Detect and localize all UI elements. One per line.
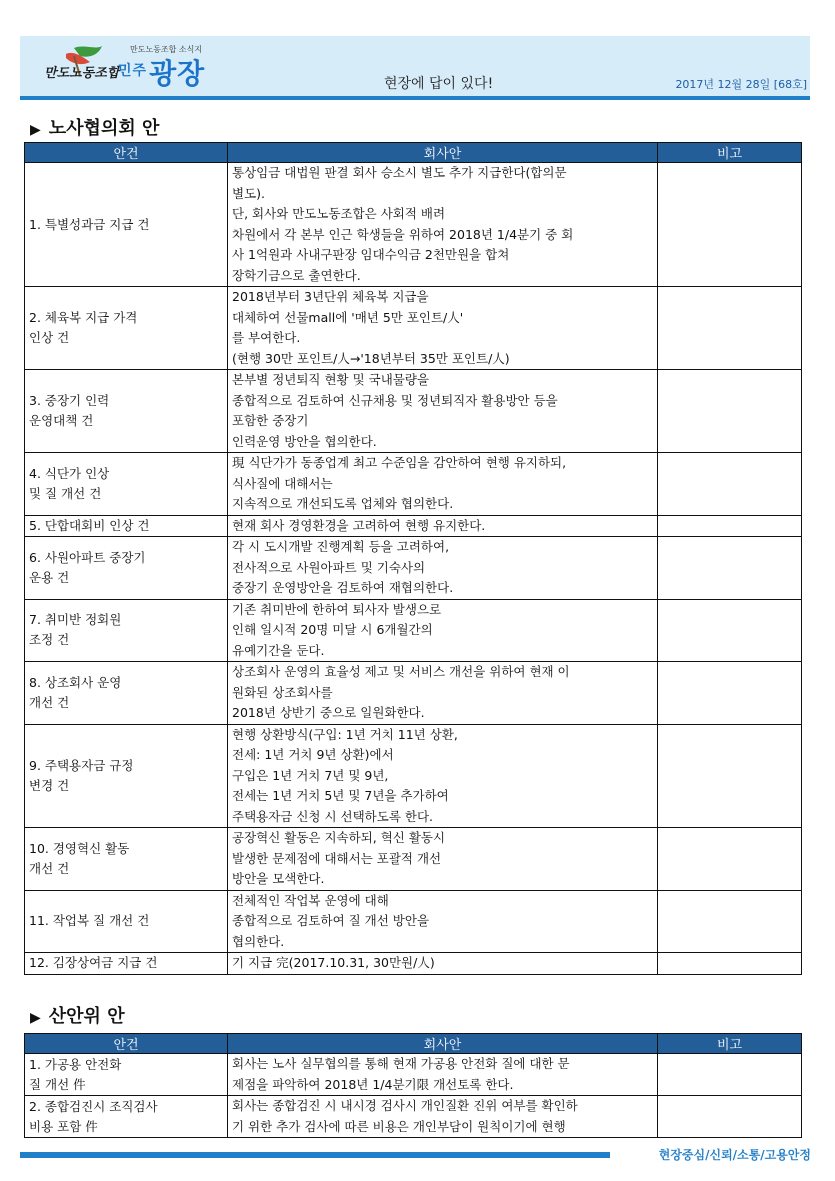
table-row [25,828,802,891]
proposal-line: 전세는 1년 거치 5년 및 7년을 추가하여 [232,788,449,803]
header-remarks: 비고 [658,143,802,163]
proposal-line: 인력운영 방안을 협의한다. [232,433,377,449]
table-row [25,515,802,537]
proposal-cell [228,828,658,891]
table-header-row [25,1034,802,1054]
proposal-line: (현행 30만 포인트/人→'18년부터 35만 포인트/人) [232,350,510,366]
proposal-line: 전사적으로 사원아파트 및 기숙사의 [232,559,426,575]
proposal-line: 인해 일시적 20명 미달 시 6개월간의 [232,622,433,637]
proposal-line: 지속적으로 개선되도록 업체와 협의한다. [232,496,454,511]
proposal-cell [228,599,658,662]
table-row [25,453,802,516]
remarks-cell [658,453,802,516]
proposal-line: 식사질에 대해서는 [232,475,333,491]
proposal-line: 현행 상환방식(구입: 1년 거치 11년 상환, [232,726,458,742]
proposal-cell [228,370,658,453]
table-row [25,953,802,975]
header-company-proposal: 회사안 [228,1034,658,1054]
proposal-cell [228,953,658,975]
remarks-cell [658,1096,802,1138]
proposal-line: 기 위한 추가 검사에 따른 비용은 개인부담이 원칙이기에 현행 [232,1118,566,1134]
proposal-line: 중장기 운영방안을 검토하여 재협의한다. [232,580,454,595]
proposal-cell [228,515,658,537]
publication-subtitle: 만도노동조합 소식지 [130,45,203,54]
triangle-bullet-icon: ▶ [30,122,41,138]
remarks-cell [658,537,802,600]
proposal-cell [228,1054,658,1096]
agenda-cell: 1. 특별성과금 지급 건 [25,163,228,287]
publication-name [118,52,205,92]
proposal-line: 제점을 파악하여 2018년 1/4분기限 개선토록 한다. [232,1076,514,1092]
slogan: 현장에 답이 있다! [384,76,494,92]
proposal-cell [228,662,658,725]
remarks-cell [658,1054,802,1096]
masthead-rule [20,96,810,100]
proposal-cell [228,163,658,287]
proposal-line: 각 시 도시개발 진행계획 등을 고려하여, [232,539,450,554]
agenda-cell: 5. 단합대회비 인상 건 [25,515,228,537]
proposal-line: 포함한 중장기 [232,413,309,428]
table-row [25,1096,802,1138]
agenda-cell: 8. 상조회사 운영 개선 건 [25,662,228,725]
table-row [25,662,802,725]
proposal-line: 단, 회사와 만도노동조합은 사회적 배려 [232,206,446,221]
proposal-line: 전세: 1년 거치 9년 상환)에서 [232,747,394,762]
agenda-cell: 3. 중장기 인력 운영대책 건 [25,370,228,453]
proposal-line: 원화된 상조회사를 [232,684,333,700]
proposal-line: 방안을 모색한다. [232,871,325,886]
proposal-line: 회사는 노사 실무협의를 통해 현재 가공용 안전화 질에 대한 문 [232,1056,570,1071]
proposal-line: 종합적으로 검토하여 신규채용 및 정년퇴직자 활용방안 등을 [232,392,558,408]
table-row [25,537,802,600]
remarks-cell [658,287,802,370]
table-header-row [25,143,802,163]
proposal-line: 본부별 정년퇴직 현황 및 국내물량을 [232,372,430,387]
table-row [25,370,802,453]
table-row [25,163,802,287]
proposal-line: 유예기간을 둔다. [232,642,325,658]
agenda-cell: 11. 작업복 질 개선 건 [25,890,228,953]
section-title: ▶ 노사협의회 안 [30,118,160,139]
publication-prefix: 민주 [118,63,148,79]
agenda-cell: 6. 사원아파트 중장기 운용 건 [25,537,228,600]
agenda-cell: 12. 김장상여금 지급 건 [25,953,228,975]
proposal-cell [228,724,658,828]
agenda-cell: 7. 취미반 정회원 조정 건 [25,599,228,662]
union-logo-text: 만도노동조합 [44,66,120,81]
proposal-cell [228,453,658,516]
remarks-cell [658,890,802,953]
proposal-line: 통상임금 대법원 판결 회사 승소시 별도 추가 지급한다(합의문 [232,165,567,180]
table-row [25,724,802,828]
remarks-cell [658,515,802,537]
publication-title: 광장 [149,57,206,90]
remarks-cell [658,370,802,453]
proposal-cell [228,890,658,953]
header-agenda: 안건 [25,143,228,163]
header-agenda: 안건 [25,1034,228,1054]
proposal-line: 발생한 문제점에 대해서는 포괄적 개선 [232,850,442,866]
agenda-cell: 2. 종합검진시 조직검사 비용 포함 件 [25,1096,228,1138]
proposal-line: 종합적으로 검토하여 질 개선 방안을 [232,913,430,928]
issue-date: 2017년 12월 28일 [68호] [675,78,807,91]
proposal-line: 를 부여한다. [232,330,301,345]
proposal-line: 現 식단가가 동종업계 최고 수준임을 감안하여 현행 유지하되, [232,455,567,470]
proposal-line: 2018년 상반기 중으로 일원화한다. [232,705,425,720]
table-row [25,1054,802,1096]
agenda-cell: 4. 식단가 인상 및 질 개선 건 [25,453,228,516]
section-title: ▶ 산안위 안 [30,1006,125,1027]
proposal-line: 구입은 1년 거치 7년 및 9년, [232,767,389,783]
table-row [25,890,802,953]
triangle-bullet-icon: ▶ [30,1010,41,1026]
proposal-line: 2018년부터 3년단위 체육복 지급을 [232,289,429,304]
footer-motto: 현장중심/신뢰/소통/고용안정 [658,1148,811,1162]
proposal-line: 기 지급 完(2017.10.31, 30만원/人) [232,955,435,970]
header-company-proposal: 회사안 [228,143,658,163]
proposal-line: 대체하여 선물mall에 '매년 5만 포인트/人' [232,309,464,325]
remarks-cell [658,163,802,287]
header-remarks: 비고 [658,1034,802,1054]
proposal-line: 협의한다. [232,933,285,949]
proposal-cell [228,287,658,370]
remarks-cell [658,599,802,662]
proposal-line: 공장혁신 활동은 지속하되, 혁신 활동시 [232,830,446,845]
remarks-cell [658,662,802,725]
table-row [25,287,802,370]
proposal-line: 상조회사 운영의 효율성 제고 및 서비스 개선을 위하여 현재 이 [232,664,570,679]
proposal-line: 현재 회사 경영환경을 고려하여 현행 유지한다. [232,517,486,533]
remarks-cell [658,724,802,828]
proposal-line: 사 1억원과 사내구판장 임대수익금 2천만원을 합쳐 [232,247,510,262]
proposal-line: 차원에서 각 본부 인근 학생들을 위하여 2018년 1/4분기 중 회 [232,226,574,242]
remarks-cell [658,828,802,891]
footer-rule [20,1152,610,1158]
agenda-table [24,1033,802,1138]
agenda-cell: 1. 가공용 안전화 질 개선 件 [25,1054,228,1096]
proposal-line: 장학기금으로 출연한다. [232,267,361,283]
proposal-line: 기존 취미반에 한하여 퇴사자 발생으로 [232,601,442,617]
proposal-cell [228,537,658,600]
agenda-cell: 10. 경영혁신 활동 개선 건 [25,828,228,891]
proposal-cell [228,1096,658,1138]
remarks-cell [658,953,802,975]
table-row [25,599,802,662]
agenda-cell: 2. 체육복 지급 가격 인상 건 [25,287,228,370]
proposal-line: 주택용자금 신청 시 선택하도록 한다. [232,808,433,824]
agenda-table [24,142,802,975]
proposal-line: 회사는 종합검진 시 내시경 검사시 개인질환 진위 여부를 확인하 [232,1098,578,1113]
proposal-line: 전체적인 작업복 운영에 대해 [232,892,389,908]
agenda-cell: 9. 주택용자금 규정 변경 건 [25,724,228,828]
proposal-line: 별도). [232,185,266,201]
